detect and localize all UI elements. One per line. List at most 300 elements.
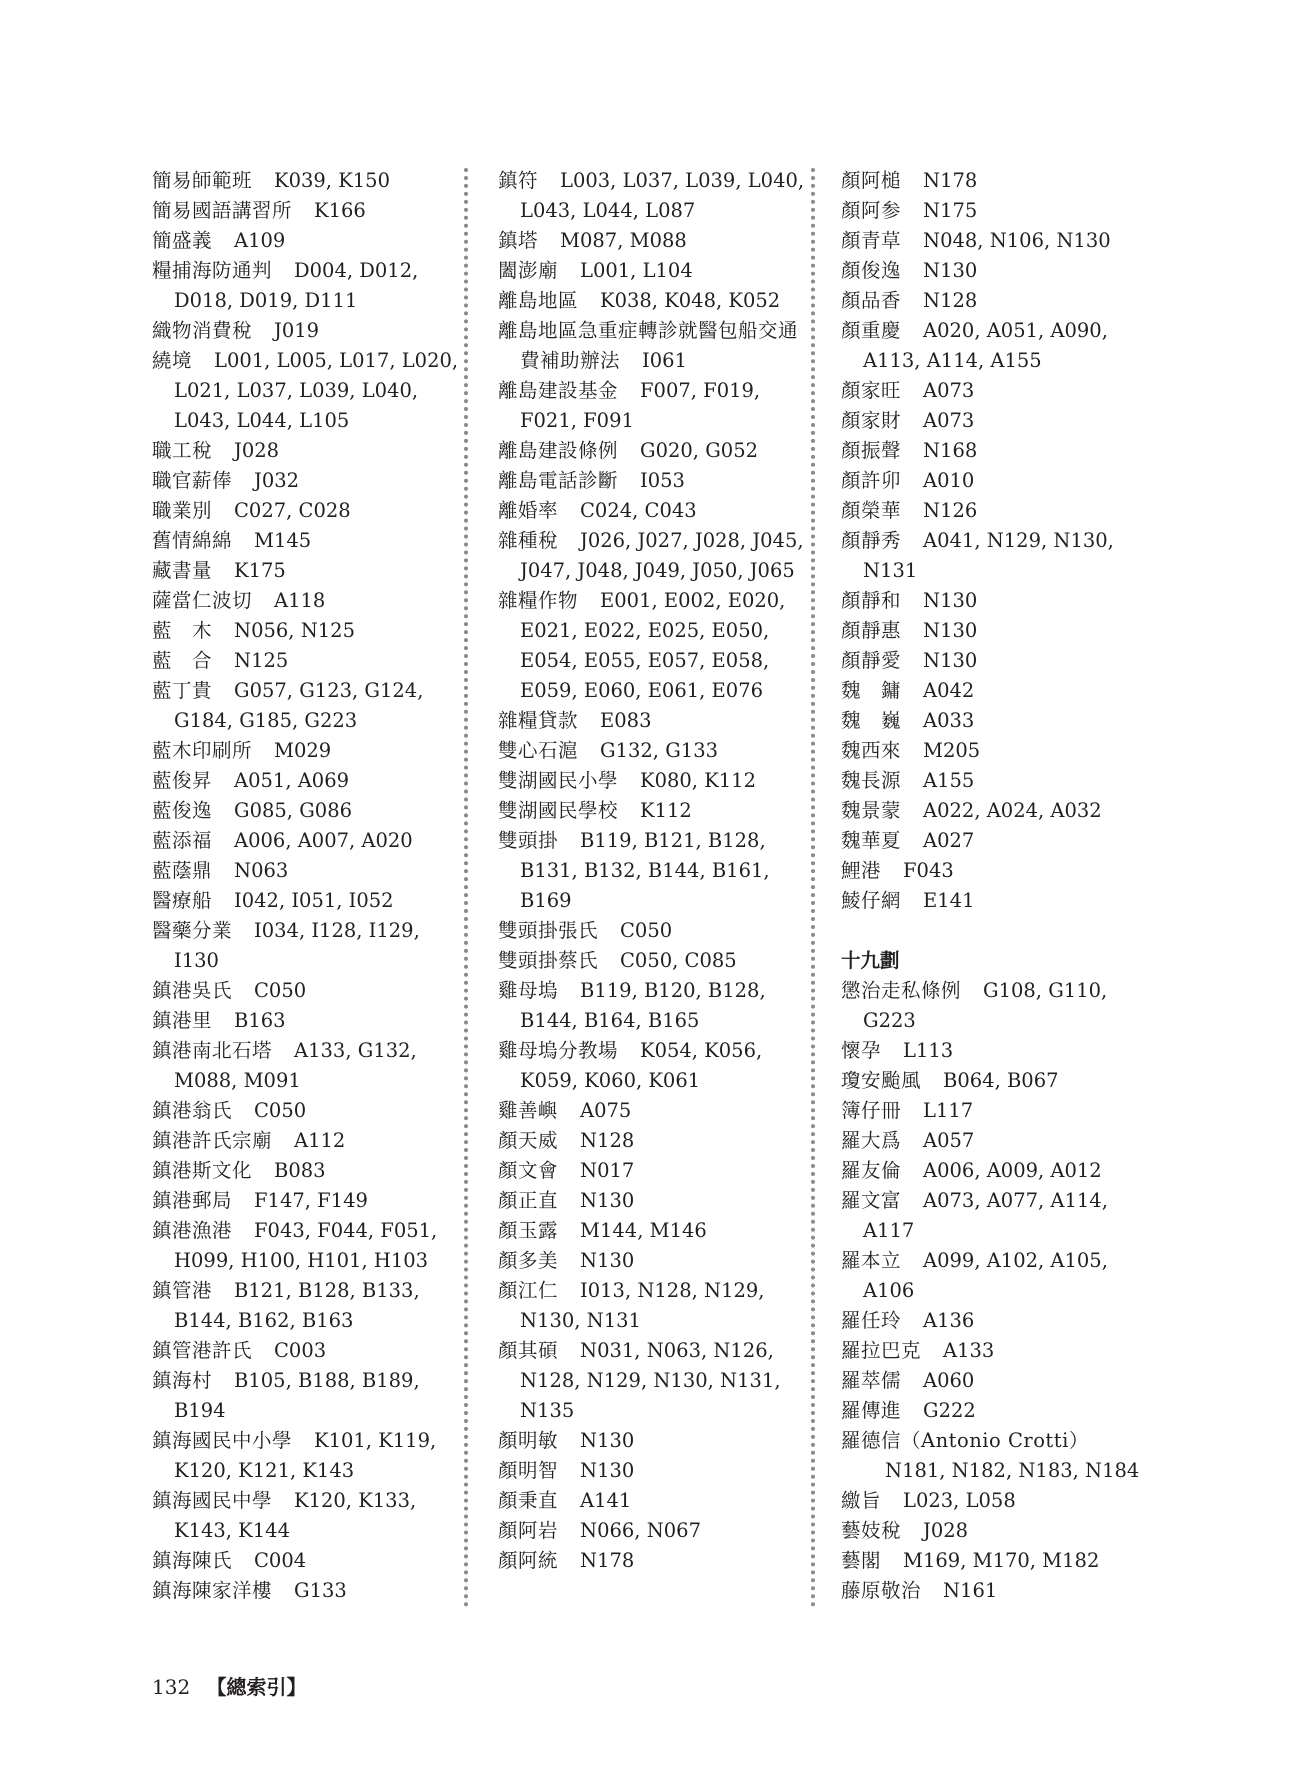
index-term: 顏俊逸: [841, 259, 902, 282]
index-term: 鎮管港: [152, 1279, 213, 1302]
index-term: 雜糧貸款: [498, 709, 579, 732]
index-term: 顏榮華: [841, 499, 902, 522]
index-term: 雞善嶼: [498, 1099, 559, 1122]
index-term: 顏秉直: [498, 1489, 559, 1512]
index-term: 鎮海國民中學: [152, 1489, 273, 1512]
index-term: 顏靜秀: [841, 529, 902, 552]
index-term: 鎮塔: [498, 229, 539, 252]
index-refs: L113: [903, 1039, 954, 1062]
index-refs: A133: [943, 1339, 995, 1362]
index-entry: [152, 796, 470, 826]
index-entry: [152, 316, 470, 346]
index-entry: [152, 466, 470, 496]
index-refs: M029: [274, 739, 332, 762]
index-refs: B105, B188, B189, B194: [174, 1369, 420, 1422]
index-entry: [152, 226, 470, 256]
index-entry: [841, 286, 1159, 316]
index-term: 顏振聲: [841, 439, 902, 462]
index-term: 魏 鏞: [841, 679, 902, 702]
index-refs: N128: [580, 1129, 635, 1152]
index-entry: [498, 736, 816, 766]
index-entry: [841, 1036, 1159, 1066]
index-refs: I042, I051, I052: [234, 889, 394, 912]
index-term: 醫療船: [152, 889, 213, 912]
index-entry: [498, 166, 816, 226]
index-term: 顏玉露: [498, 1219, 559, 1242]
index-entry: [841, 1546, 1159, 1576]
index-refs: K101, K119, K120, K121, K143: [174, 1429, 437, 1482]
index-entry: [498, 1336, 816, 1426]
index-entry: [841, 616, 1159, 646]
index-refs: A027: [923, 829, 975, 852]
index-entry: [841, 226, 1159, 256]
index-refs: N130: [580, 1249, 635, 1272]
index-refs: G085, G086: [234, 799, 353, 822]
index-term: 羅文富: [841, 1189, 902, 1212]
index-refs: A010: [923, 469, 975, 492]
index-refs: N175: [923, 199, 978, 222]
index-entry: [498, 436, 816, 466]
index-entry: [498, 1096, 816, 1126]
index-entry: [498, 1126, 816, 1156]
index-refs: B121, B128, B133, B144, B162, B163: [174, 1279, 420, 1332]
index-term: 雙頭掛張氏: [498, 919, 599, 942]
index-entry: [841, 376, 1159, 406]
index-term: 顏阿参: [841, 199, 902, 222]
index-term: 雙湖國民小學: [498, 769, 619, 792]
column-divider: [464, 168, 468, 1608]
index-refs: N017: [580, 1159, 635, 1182]
index-term: 魏西來: [841, 739, 902, 762]
index-term: 雙湖國民學校: [498, 799, 619, 822]
index-refs: N181, N182, N183, N184: [885, 1459, 1140, 1482]
index-term: 藝妓稅: [841, 1519, 902, 1542]
index-entry: [498, 1156, 816, 1186]
index-refs: G132, G133: [600, 739, 719, 762]
index-entry: [841, 1096, 1159, 1126]
index-term: 雙頭掛: [498, 829, 559, 852]
index-entry: [152, 256, 470, 316]
index-entry: [498, 256, 816, 286]
index-entry: [498, 796, 816, 826]
index-term: 藍丁貴: [152, 679, 213, 702]
index-entry: [498, 526, 816, 586]
index-entry: [841, 166, 1159, 196]
index-entry: [152, 616, 470, 646]
index-entry: [152, 1096, 470, 1126]
index-term: 鎮海國民中小學: [152, 1429, 293, 1452]
index-term: 顏靜惠: [841, 619, 902, 642]
index-term: 織物消費稅: [152, 319, 253, 342]
index-refs: C050: [254, 1099, 307, 1122]
index-refs: C050: [254, 979, 307, 1002]
index-refs: A075: [580, 1099, 632, 1122]
index-entry: [498, 1186, 816, 1216]
index-term: 藍 合: [152, 649, 213, 672]
index-entry: [152, 1126, 470, 1156]
index-term: 顏明敏: [498, 1429, 559, 1452]
index-refs: J032: [254, 469, 300, 492]
index-refs: N066, N067: [580, 1519, 701, 1542]
index-term: 鎮港許氏宗廟: [152, 1129, 273, 1152]
index-entry: [152, 1576, 470, 1606]
index-term: 雙心石滬: [498, 739, 579, 762]
index-refs: L023, L058: [903, 1489, 1016, 1512]
index-term: 顏家財: [841, 409, 902, 432]
index-refs: A109: [234, 229, 286, 252]
index-term: 鎮海陳家洋樓: [152, 1579, 273, 1602]
index-refs: K120, K133, K143, K144: [174, 1489, 417, 1542]
index-column-3: [841, 166, 1159, 1606]
index-refs: I013, N128, N129, N130, N131: [520, 1279, 765, 1332]
index-entry: [152, 766, 470, 796]
index-refs: A020, A051, A090, A113, A114, A155: [863, 319, 1108, 372]
index-term: 羅德信（Antonio Crotti）: [841, 1429, 1089, 1452]
index-entry: [841, 886, 1159, 916]
index-entry: [841, 796, 1159, 826]
index-term: 藍木印刷所: [152, 739, 253, 762]
index-entry: [498, 976, 816, 1036]
index-term: 顏靜愛: [841, 649, 902, 672]
index-term: 藍 木: [152, 619, 213, 642]
index-term: 顏家旺: [841, 379, 902, 402]
page-footer: [152, 1672, 307, 1702]
index-term: 鎮港漁港: [152, 1219, 233, 1242]
index-refs: N178: [923, 169, 978, 192]
index-entry: [498, 766, 816, 796]
index-term: 離婚率: [498, 499, 559, 522]
index-refs: C027, C028: [234, 499, 351, 522]
index-refs: A155: [923, 769, 975, 792]
index-refs: M205: [923, 739, 981, 762]
index-entry: [498, 1276, 816, 1336]
index-entry: [152, 646, 470, 676]
index-term: 鎮港里: [152, 1009, 213, 1032]
index-term: 魏長源: [841, 769, 902, 792]
index-term: 羅大爲: [841, 1129, 902, 1152]
index-refs: E083: [600, 709, 652, 732]
index-term: 薩當仁波切: [152, 589, 253, 612]
index-term: 鎮港郵局: [152, 1189, 233, 1212]
stroke-count-heading: 十九劃: [841, 949, 900, 972]
index-entry: [841, 1306, 1159, 1336]
index-term: 懷孕: [841, 1039, 882, 1062]
index-term: 鎮港斯文化: [152, 1159, 253, 1182]
index-entry: [498, 1216, 816, 1246]
index-term: 舊情綿綿: [152, 529, 233, 552]
index-term: 顏明智: [498, 1459, 559, 1482]
index-term: 魏華夏: [841, 829, 902, 852]
index-entry: [498, 376, 816, 436]
index-entry: [152, 1336, 470, 1366]
index-entry: [152, 1546, 470, 1576]
index-entry: [841, 316, 1159, 376]
index-term: 職工稅: [152, 439, 213, 462]
index-term: 離島建設條例: [498, 439, 619, 462]
index-term: 醫藥分業: [152, 919, 233, 942]
index-refs: B119, B121, B128, B131, B132, B144, B161, B169: [520, 829, 770, 912]
index-entry: [498, 286, 816, 316]
index-entry: [152, 1036, 470, 1096]
index-term: 鎮港吳氏: [152, 979, 233, 1002]
index-term: 瓊安颱風: [841, 1069, 922, 1092]
index-term: 鎮符: [498, 169, 539, 192]
index-refs: G133: [294, 1579, 347, 1602]
index-refs: I034, I128, I129, I130: [174, 919, 420, 972]
index-entry: [841, 646, 1159, 676]
index-term: 鯪仔網: [841, 889, 902, 912]
index-entry: [841, 826, 1159, 856]
index-term: 藍添福: [152, 829, 213, 852]
index-refs: I061: [642, 349, 687, 372]
index-entry: [498, 1246, 816, 1276]
footer-title: 【總索引】: [206, 1675, 307, 1699]
index-entry: [152, 1006, 470, 1036]
index-column-1: [152, 166, 470, 1606]
page-number: 132: [152, 1675, 191, 1699]
index-term: 簿仔冊: [841, 1099, 902, 1122]
index-entry: [152, 526, 470, 556]
index-entry: [841, 1186, 1159, 1246]
index-term: 顏阿槌: [841, 169, 902, 192]
index-refs: F043, F044, F051, H099, H100, H101, H103: [174, 1219, 438, 1272]
index-term: 顏靜和: [841, 589, 902, 612]
index-refs: J028: [923, 1519, 969, 1542]
index-term: 懲治走私條例: [841, 979, 962, 1002]
index-entry: [841, 1336, 1159, 1366]
index-entry: [841, 496, 1159, 526]
index-entry: [498, 1456, 816, 1486]
index-entry: [498, 586, 816, 706]
index-refs: G057, G123, G124, G184, G185, G223: [174, 679, 424, 732]
index-refs: C050, C085: [620, 949, 737, 972]
index-refs: N168: [923, 439, 978, 462]
index-entry: [152, 1366, 470, 1426]
index-refs: N126: [923, 499, 978, 522]
index-refs: A073: [923, 379, 975, 402]
index-entry: [841, 1486, 1159, 1516]
index-refs: A041, N129, N130, N131: [863, 529, 1114, 582]
index-refs: A006, A007, A020: [234, 829, 413, 852]
index-term: 藝閣: [841, 1549, 882, 1572]
index-entry: [152, 676, 470, 736]
index-entry: [841, 466, 1159, 496]
index-refs: B064, B067: [943, 1069, 1059, 1092]
index-term: 藏書量: [152, 559, 213, 582]
index-refs: N178: [580, 1549, 635, 1572]
index-term: 離島電話診斷: [498, 469, 619, 492]
index-refs: C024, C043: [580, 499, 697, 522]
index-entry: [498, 226, 816, 256]
index-refs: B119, B120, B128, B144, B164, B165: [520, 979, 766, 1032]
index-refs: K038, K048, K052: [600, 289, 781, 312]
index-entry: [498, 1486, 816, 1516]
index-entry: [498, 826, 816, 916]
index-entry: [841, 1066, 1159, 1096]
index-term: 雙頭掛蔡氏: [498, 949, 599, 972]
index-term: 顏天威: [498, 1129, 559, 1152]
index-entry: [841, 586, 1159, 616]
index-refs: A042: [923, 679, 975, 702]
index-refs: N130: [923, 619, 978, 642]
index-entry: [152, 736, 470, 766]
index-entry: [498, 946, 816, 976]
index-term: 簡易國語講習所: [152, 199, 293, 222]
index-entry: [152, 856, 470, 886]
index-term: 鎮管港許氏: [152, 1339, 253, 1362]
index-term: 魏 巍: [841, 709, 902, 732]
index-entry: [841, 1366, 1159, 1396]
index-refs: G020, G052: [640, 439, 759, 462]
index-term: 藍蔭鼎: [152, 859, 213, 882]
index-refs: N128: [923, 289, 978, 312]
index-entry: [841, 436, 1159, 466]
index-refs: L117: [923, 1099, 974, 1122]
index-entry: [498, 1516, 816, 1546]
index-refs: N130: [580, 1429, 635, 1452]
index-term: 顏青草: [841, 229, 902, 252]
index-refs: J028: [234, 439, 280, 462]
index-refs: F147, F149: [254, 1189, 368, 1212]
index-term: 鯉港: [841, 859, 882, 882]
index-refs: A118: [274, 589, 326, 612]
index-term: 繞境: [152, 349, 193, 372]
index-refs: A112: [294, 1129, 346, 1152]
index-term: 職官薪俸: [152, 469, 233, 492]
index-term: 魏景蒙: [841, 799, 902, 822]
index-refs: L003, L037, L039, L040, L043, L044, L087: [520, 169, 805, 222]
index-term: 雜糧作物: [498, 589, 579, 612]
column-divider: [811, 168, 815, 1608]
index-entry: [841, 856, 1159, 886]
index-refs: L001, L104: [580, 259, 693, 282]
index-refs: C050: [620, 919, 673, 942]
index-refs: A057: [923, 1129, 975, 1152]
index-entry: [841, 1126, 1159, 1156]
index-refs: M087, M088: [560, 229, 687, 252]
index-refs: N063: [234, 859, 289, 882]
index-refs: E001, E002, E020, E021, E022, E025, E050, E054, E055, E057, E058, E059, E060, E061, E076: [520, 589, 786, 702]
index-entry: [498, 316, 816, 376]
index-term: 顏文會: [498, 1159, 559, 1182]
index-term: 繳旨: [841, 1489, 882, 1512]
index-refs: A033: [923, 709, 975, 732]
index-term: 簡易師範班: [152, 169, 253, 192]
index-entry: [498, 1036, 816, 1096]
index-refs: A022, A024, A032: [923, 799, 1102, 822]
index-refs: N130: [923, 259, 978, 282]
index-refs: F007, F019, F021, F091: [520, 379, 761, 432]
index-refs: A133, G132, M088, M091: [174, 1039, 417, 1092]
index-refs: M144, M146: [580, 1219, 707, 1242]
index-refs: A073: [923, 409, 975, 432]
index-term: 羅友倫: [841, 1159, 902, 1182]
index-entry: [841, 1426, 1159, 1486]
index-refs: B083: [274, 1159, 326, 1182]
index-refs: N130: [923, 649, 978, 672]
index-term: 糧捕海防通判: [152, 259, 273, 282]
index-term: 職業別: [152, 499, 213, 522]
index-entry: [152, 166, 470, 196]
index-term: 鎮海村: [152, 1369, 213, 1392]
index-term: 羅拉巴克: [841, 1339, 922, 1362]
index-refs: L001, L005, L017, L020, L021, L037, L039, L040, L043, L044, L105: [174, 349, 459, 432]
index-refs: A136: [923, 1309, 975, 1332]
index-refs: K080, K112: [640, 769, 756, 792]
index-refs: M169, M170, M182: [903, 1549, 1100, 1572]
index-refs: E141: [923, 889, 975, 912]
index-entry: [498, 496, 816, 526]
index-refs: N056, N125: [234, 619, 355, 642]
index-entry: [152, 346, 470, 436]
index-refs: K175: [234, 559, 286, 582]
index-refs: K166: [314, 199, 366, 222]
index-entry: [841, 1516, 1159, 1546]
index-refs: A073, A077, A114, A117: [863, 1189, 1108, 1242]
index-entry: [152, 976, 470, 1006]
index-refs: C004: [254, 1549, 307, 1572]
index-entry: [841, 976, 1159, 1036]
index-entry: [498, 1426, 816, 1456]
index-term: 顏重慶: [841, 319, 902, 342]
index-refs: N048, N106, N130: [923, 229, 1111, 252]
index-entry: [152, 1156, 470, 1186]
index-term: 顏阿統: [498, 1549, 559, 1572]
index-term: 藍俊昇: [152, 769, 213, 792]
index-entry: [498, 1546, 816, 1576]
index-refs: J019: [274, 319, 320, 342]
index-entry: [152, 916, 470, 976]
index-refs: G108, G110, G223: [863, 979, 1108, 1032]
index-refs: G222: [923, 1399, 976, 1422]
index-entry: [152, 436, 470, 466]
index-refs: D004, D012, D018, D019, D111: [174, 259, 419, 312]
index-refs: A051, A069: [234, 769, 350, 792]
index-term: 簡盛義: [152, 229, 213, 252]
index-entry: [841, 526, 1159, 586]
index-term: 顏阿岩: [498, 1519, 559, 1542]
index-term: 顏江仁: [498, 1279, 559, 1302]
index-entry: [498, 916, 816, 946]
index-entry: [841, 676, 1159, 706]
index-entry: [841, 766, 1159, 796]
index-entry: [841, 736, 1159, 766]
index-term: 闔澎廟: [498, 259, 559, 282]
index-term: 離島建設基金: [498, 379, 619, 402]
index-entry: [152, 1276, 470, 1336]
index-entry: [152, 826, 470, 856]
index-entry: [152, 1426, 470, 1486]
index-entry: [498, 706, 816, 736]
index-refs: A006, A009, A012: [923, 1159, 1102, 1182]
index-term: 雞母塢分教場: [498, 1039, 619, 1062]
index-entry: [841, 406, 1159, 436]
index-term: 藍俊逸: [152, 799, 213, 822]
index-entry: [841, 1576, 1159, 1606]
index-term: 顏品香: [841, 289, 902, 312]
index-entry: [841, 1396, 1159, 1426]
index-term: 羅傳進: [841, 1399, 902, 1422]
index-term: 鎮港翁氏: [152, 1099, 233, 1122]
index-term: 藤原敬治: [841, 1579, 922, 1602]
index-refs: N130: [580, 1459, 635, 1482]
index-refs: N031, N063, N126, N128, N129, N130, N131, N135: [520, 1339, 781, 1422]
index-term: 顏其碩: [498, 1339, 559, 1362]
index-term: 顏多美: [498, 1249, 559, 1272]
index-entry: [841, 256, 1159, 286]
index-refs: N161: [943, 1579, 998, 1602]
index-entry: [841, 706, 1159, 736]
